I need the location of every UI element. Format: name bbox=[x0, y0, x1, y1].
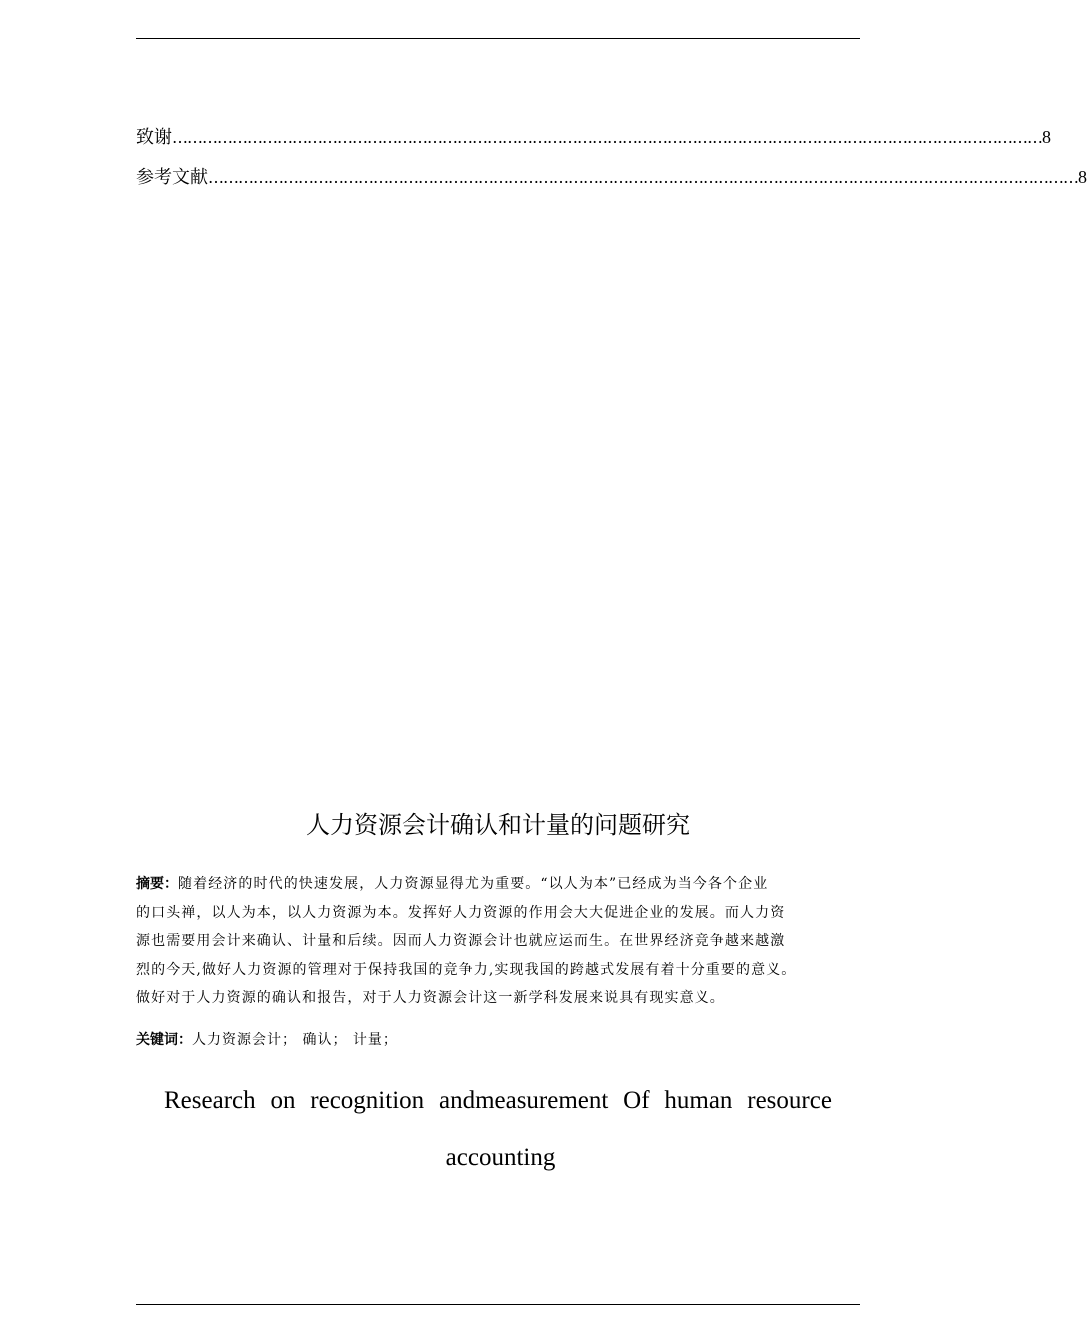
abstract-line: 的口头禅，以人为本，以人力资源为本。发挥好人力资源的作用会大大促进企业的发展。而人力资 bbox=[136, 904, 786, 921]
table-of-contents bbox=[136, 124, 1087, 204]
toc-entry-page: 8 bbox=[1042, 127, 1051, 147]
keywords bbox=[136, 1026, 398, 1054]
toc-entry-page: 8 bbox=[1078, 167, 1087, 187]
footer-rule bbox=[136, 1304, 860, 1305]
english-title-word: andmeasurement bbox=[438, 1087, 609, 1114]
english-title-word: human bbox=[664, 1087, 733, 1114]
english-title-line-2: accounting bbox=[445, 1144, 556, 1171]
toc-entry[interactable] bbox=[136, 124, 1051, 164]
english-title-line-1 bbox=[136, 1072, 860, 1129]
keywords-label: 关键词： bbox=[136, 1032, 192, 1048]
abstract-line bbox=[136, 870, 872, 899]
toc-leader-dots: ………………………………………………………………………………………………………………………………………………………… bbox=[172, 128, 1042, 147]
abstract-line: 源也需要用会计来确认、计量和后续。因而人力资源会计也就应运而生。在世界经济竞争越来越激 bbox=[136, 933, 786, 949]
abstract-line: 做好对于人力资源的确认和报告，对于人力资源会计这一新学科发展来说具有现实意义。 bbox=[136, 990, 725, 1006]
abstract-text: 随着经济的时代的快速发展，人力资源显得尤为重要。“以人为本”已经成为当今各个企业 bbox=[178, 876, 769, 892]
abstract-line: 烈的今天,做好人力资源的管理对于保持我国的竞争力,实现我国的跨越式发展有着十分重要的意义。 bbox=[136, 961, 797, 978]
english-title-word: Research bbox=[164, 1087, 256, 1114]
header-rule bbox=[136, 38, 860, 39]
english-title bbox=[136, 1072, 860, 1186]
abstract-label: 摘要： bbox=[136, 876, 178, 892]
abstract bbox=[136, 870, 872, 1013]
toc-entry-title: 参考文献 bbox=[136, 167, 208, 188]
toc-leader-dots: ………………………………………………………………………………………………………………………………………………………… bbox=[208, 168, 1078, 187]
toc-entry[interactable] bbox=[136, 164, 1087, 204]
keywords-text: 人力资源会计； 确认； 计量； bbox=[192, 1032, 398, 1048]
english-title-word: on bbox=[270, 1087, 296, 1114]
paper-title: 人力资源会计确认和计量的问题研究 bbox=[306, 811, 690, 839]
english-title-word: recognition bbox=[310, 1087, 425, 1114]
toc-entry-title: 致谢 bbox=[136, 127, 172, 148]
english-title-word: Of bbox=[623, 1087, 650, 1114]
english-title-word: resource bbox=[747, 1087, 832, 1114]
